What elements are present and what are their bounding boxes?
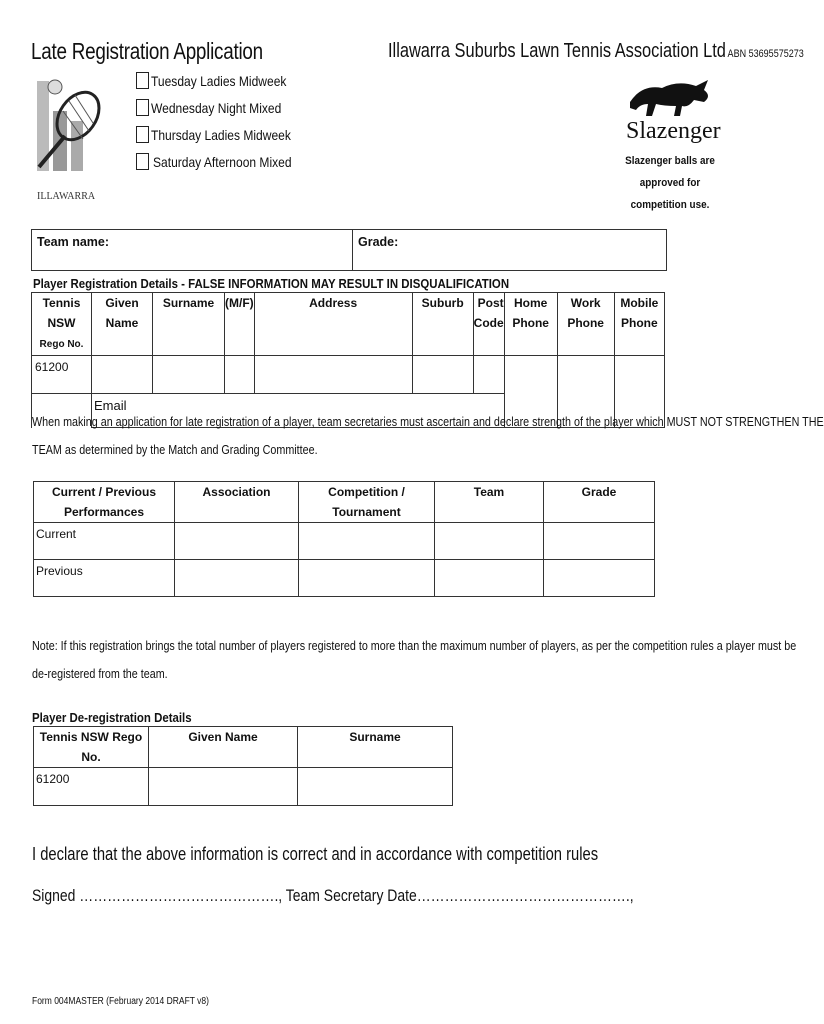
surname-field[interactable] <box>153 356 225 394</box>
gender-field[interactable] <box>225 356 255 394</box>
postcode-field[interactable] <box>473 356 504 394</box>
previous-row-label: Previous <box>34 560 175 597</box>
col-header-performances: Current / Previous Performances <box>34 482 175 523</box>
checkbox-box[interactable] <box>136 72 149 89</box>
previous-competition-field[interactable] <box>299 560 435 597</box>
col-header-postcode: Post Code <box>473 293 504 356</box>
email-label: Email <box>94 398 127 413</box>
col-header-competition: Competition / Tournament <box>299 482 435 523</box>
association-logo <box>33 71 103 207</box>
team-name-label: Team name: <box>37 235 110 249</box>
dereg-rego-field[interactable] <box>34 768 149 806</box>
col-header-rego: Tennis NSW Rego No. <box>34 727 149 768</box>
checkbox-box[interactable] <box>136 126 149 143</box>
current-grade-field[interactable] <box>544 523 655 560</box>
current-competition-field[interactable] <box>299 523 435 560</box>
checkbox-label: Saturday Afternoon Mixed <box>153 153 292 170</box>
slazenger-note-line: Slazenger balls are <box>625 155 715 167</box>
checkbox-label: Thursday Ladies Midweek <box>151 126 291 143</box>
col-header-suburb: Suburb <box>412 293 473 356</box>
current-team-field[interactable] <box>435 523 544 560</box>
current-row-label: Current <box>34 523 175 560</box>
previous-association-field[interactable] <box>175 560 299 597</box>
team-name-field[interactable] <box>32 230 353 271</box>
checkbox-box[interactable] <box>136 99 149 116</box>
col-header-rego: Tennis NSW Rego No. <box>32 293 92 356</box>
col-header-gender: (M/F) <box>225 293 255 356</box>
slazenger-logo <box>622 72 721 144</box>
team-grade-table <box>31 229 667 271</box>
declaration-statement: I declare that the above information is correct and in accordance with competition rules <box>32 844 599 864</box>
strength-note-line: TEAM as determined by the Match and Grading Committee. <box>32 443 318 457</box>
abn-number: ABN 53695575273 <box>727 48 804 60</box>
col-header-given-name: Given Name <box>92 293 153 356</box>
panther-icon <box>622 72 721 144</box>
svg-text:Slazenger: Slazenger <box>626 118 721 144</box>
col-header-team: Team <box>435 482 544 523</box>
strength-note <box>32 408 824 464</box>
col-header-home-phone: Home Phone <box>504 293 557 356</box>
current-association-field[interactable] <box>175 523 299 560</box>
player-registration-title: Player Registration Details - FALSE INFORMATION MAY RESULT IN DISQUALIFICATION <box>33 276 510 291</box>
col-header-grade: Grade <box>544 482 655 523</box>
dereg-given-name-field[interactable] <box>149 768 298 806</box>
checkbox-saturday[interactable] <box>136 153 314 170</box>
slazenger-note-line: competition use. <box>630 199 710 211</box>
col-header-association: Association <box>175 482 299 523</box>
grade-label: Grade: <box>358 235 399 249</box>
suburb-field[interactable] <box>412 356 473 394</box>
col-header-surname: Surname <box>298 727 453 768</box>
form-id: Form 004MASTER (February 2014 DRAFT v8) <box>32 996 209 1007</box>
performances-table <box>33 481 655 597</box>
col-header-mobile-phone: Mobile Phone <box>614 293 664 356</box>
dereg-surname-field[interactable] <box>298 768 453 806</box>
deregistration-title: Player De-registration Details <box>32 710 192 725</box>
strength-note-line: When making an application for late registration of a player, team secretaries must ascertain and declare strength of the player which MUST NOT STRENGTHEN THE <box>32 415 824 429</box>
previous-team-field[interactable] <box>435 560 544 597</box>
grade-field[interactable] <box>353 230 667 271</box>
max-players-note <box>32 632 796 688</box>
slazenger-note <box>607 150 733 216</box>
checkbox-tuesday[interactable] <box>136 72 308 89</box>
col-header-address: Address <box>254 293 412 356</box>
association-title: Illawarra Suburbs Lawn Tennis Association Ltd <box>388 40 726 62</box>
rego-prefix: 61200 <box>35 360 69 374</box>
checkbox-thursday[interactable] <box>136 126 314 143</box>
checkbox-box[interactable] <box>136 153 149 170</box>
max-players-note-line: Note: If this registration brings the total number of players registered to more than the maximum number of players, as per the competition rules a player must be <box>32 639 797 653</box>
max-players-note-line: de-registered from the team. <box>32 667 168 681</box>
svg-text:ILLAWARRA: ILLAWARRA <box>37 191 96 202</box>
col-header-surname: Surname <box>153 293 225 356</box>
checkbox-label: Tuesday Ladies Midweek <box>151 72 287 89</box>
checkbox-wednesday[interactable] <box>136 99 302 116</box>
tennis-racket-logo-icon <box>33 71 103 207</box>
rego-no-field[interactable] <box>32 356 92 394</box>
page-title: Late Registration Application <box>31 38 263 64</box>
slazenger-note-line: approved for <box>639 177 701 189</box>
col-header-given-name: Given Name <box>149 727 298 768</box>
checkbox-label: Wednesday Night Mixed <box>151 99 282 116</box>
previous-grade-field[interactable] <box>544 560 655 597</box>
deregistration-table <box>33 726 453 806</box>
signature-line[interactable]: Signed ……………………………………., Team Secretary Date………………………………………., <box>32 886 634 905</box>
rego-prefix: 61200 <box>36 772 70 786</box>
association-name <box>388 40 804 63</box>
given-name-field[interactable] <box>92 356 153 394</box>
address-field[interactable] <box>254 356 412 394</box>
col-header-work-phone: Work Phone <box>557 293 614 356</box>
